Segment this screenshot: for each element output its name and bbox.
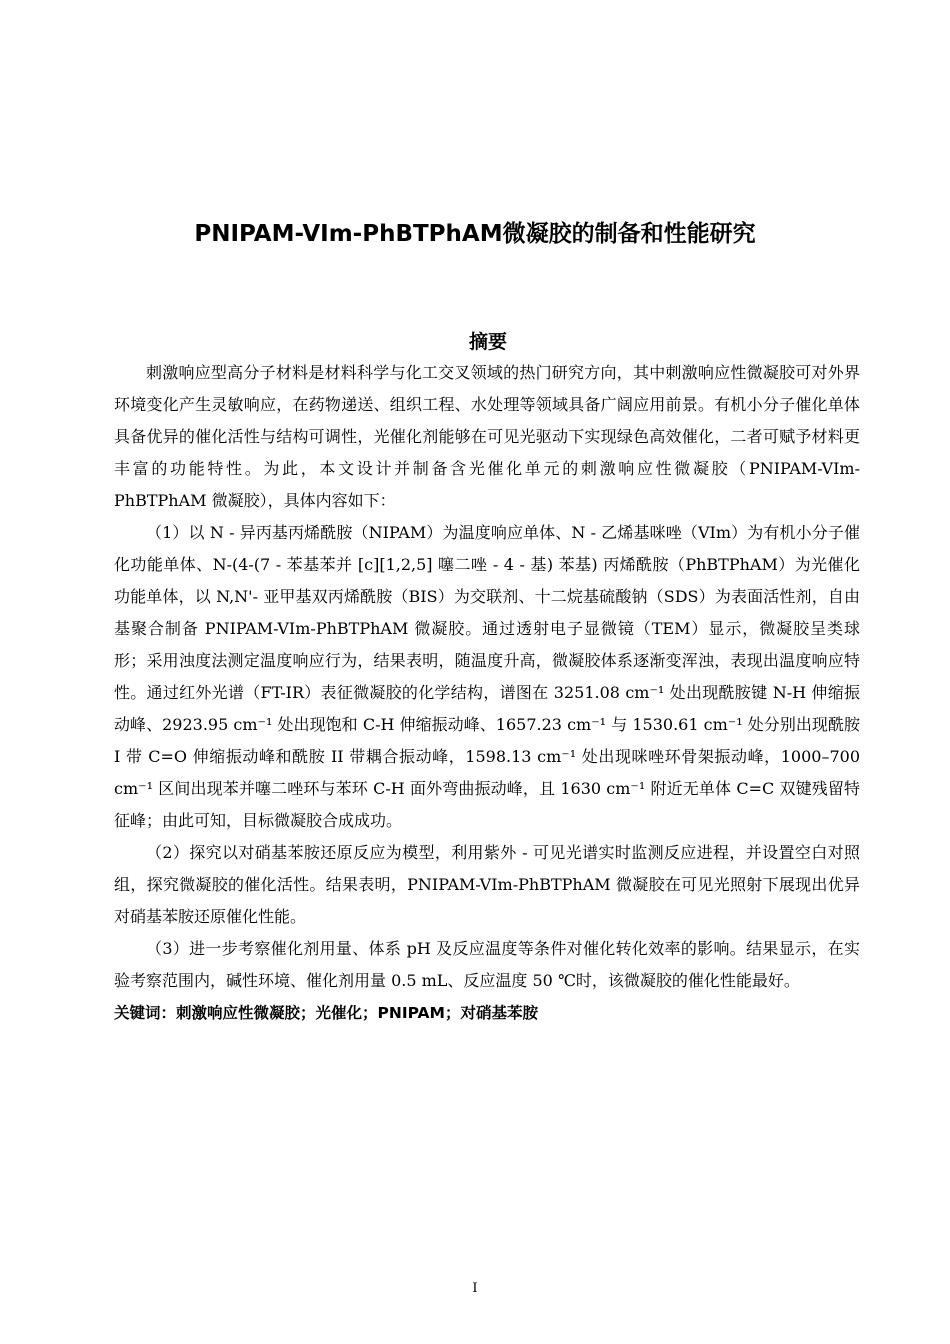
abstract-paragraph-intro: 刺激响应型高分子材料是材料科学与化工交叉领域的热门研究方向，其中刺激响应性微凝胶可对外界环境变化产生灵敏响应，在药物递送、组织工程、水处理等领域具备广阔应用前景。有机小分子催化单体具备优异的催化活性与结构可调性，光催化剂能够在可见光驱动下实现绿色高效催化，二者可赋予材料更丰富的功能特性。为此，本文设计并制备含光催化单元的刺激响应性微凝胶（PNIPAM-VIm-PhBTPhAM 微凝胶），具体内容如下： bbox=[114, 363, 860, 510]
paper-title: PNIPAM-VIm-PhBTPhAM微凝胶的制备和性能研究 bbox=[194, 221, 756, 247]
abstract-body bbox=[114, 357, 860, 1029]
keywords: 关键词：刺激响应性微凝胶；光催化；PNIPAM；对硝基苯胺 bbox=[114, 1004, 538, 1022]
abstract-paragraph-1: （1）以 N - 异丙基丙烯酰胺（NIPAM）为温度响应单体、N - 乙烯基咪唑（VIm）为有机小分子催化功能单体、N-(4-(7 - 苯基苯并 [c][1,2,5] 噻二唑 - 4 - 基) 苯基) 丙烯酰胺（PhBTPhAM）为光催化功能单体，以 N,N'- 亚甲基双丙烯酰胺（BIS）为交联剂、十二烷基硫酸钠（SDS）为表面活性剂，自由基聚合制备 PNIPAM-VIm-PhBTPhAM 微凝胶。通过透射电子显微镜（TEM）显示，微凝胶呈类球形；采用浊度法测定温度响应行为，结果表明，随温度升高，微凝胶体系逐渐变浑浊，表现出温度响应特性。通过红外光谱（FT-IR）表征微凝胶的化学结构，谱图在 3251.08 cm⁻¹ 处出现酰胺键 N-H 伸缩振动峰、2923.95 cm⁻¹ 处出现饱和 C-H 伸缩振动峰、1657.23 cm⁻¹ 与 1530.61 cm⁻¹ 处分别出现酰胺 I 带 C=O 伸缩振动峰和酰胺 II 带耦合振动峰，1598.13 cm⁻¹ 处出现咪唑环骨架振动峰，1000–700 cm⁻¹ 区间出现苯并噻二唑环与苯环 C-H 面外弯曲振动峰，且 1630 cm⁻¹ 附近无单体 C=C 双键残留特征峰；由此可知，目标微凝胶合成成功。 bbox=[114, 523, 860, 830]
abstract-heading: 摘要 bbox=[468, 331, 507, 353]
page-number: I bbox=[472, 1281, 478, 1296]
abstract-paragraph-2: （2）探究以对硝基苯胺还原反应为模型，利用紫外 - 可见光谱实时监测反应进程，并设置空白对照组，探究微凝胶的催化活性。结果表明，PNIPAM-VIm-PhBTPhAM 微凝胶在可见光照射下展现出优异对硝基苯胺还原催化性能。 bbox=[114, 843, 860, 926]
abstract-paragraph-3: （3）进一步考察催化剂用量、体系 pH 及反应温度等条件对催化转化效率的影响。结果显示，在实验考察范围内，碱性环境、催化剂用量 0.5 mL、反应温度 50 ℃时，该微凝胶的催化性能最好。 bbox=[114, 939, 860, 990]
